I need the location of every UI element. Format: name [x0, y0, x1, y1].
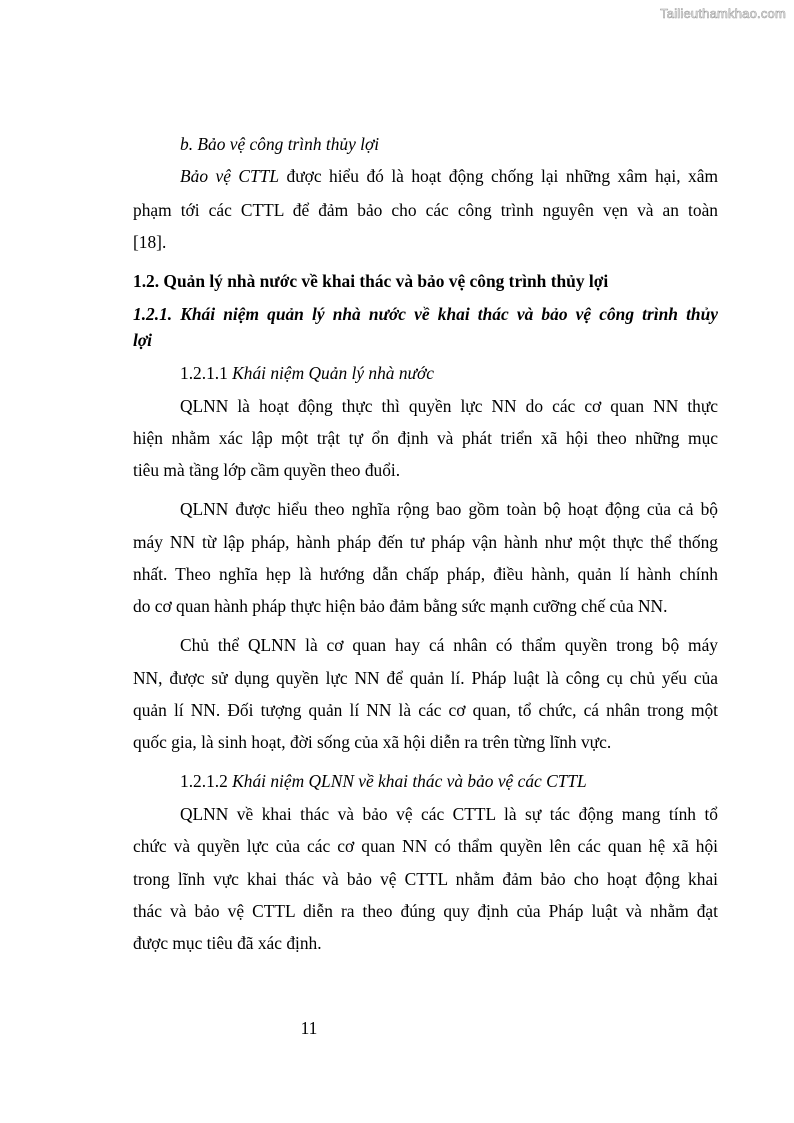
para4-line2: chức và quyền lực của các cơ quan NN có thẩm quyền lên các quan hệ xã hội: [133, 836, 718, 856]
section-1-2-1-heading-line2: lợi: [133, 330, 152, 350]
watermark: Tailieuthamkhao.com: [660, 6, 786, 21]
section-1-2-1-2-number: 1.2.1.2: [180, 771, 233, 791]
para1-line3: tiêu mà tầng lớp cầm quyền theo đuổi.: [133, 460, 401, 480]
para4-line4: thác và bảo vệ CTTL diễn ra theo đúng quy định của Pháp luật và nhằm đạt: [133, 901, 718, 921]
section-1-2-1-2-heading: [180, 770, 587, 792]
para2-line4: do cơ quan hành pháp thực hiện bảo đảm bằng sức mạnh cưỡng chế của NN.: [133, 596, 668, 616]
para4-line1: QLNN về khai thác và bảo vệ các CTTL là sự tác động mang tính tổ: [180, 804, 718, 824]
section-b-para-line2: phạm tới các CTTL để đảm bảo cho các công trình nguyên vẹn và an toàn: [133, 200, 718, 220]
section-1-2-1-1-heading: [180, 362, 434, 384]
section-1-2-heading: 1.2. Quản lý nhà nước về khai thác và bảo vệ công trình thủy lợi: [133, 271, 609, 291]
section-1-2-1-2-title: Khái niệm QLNN về khai thác và bảo vệ các CTTL: [232, 771, 587, 791]
para3-line1: Chủ thể QLNN là cơ quan hay cá nhân có thẩm quyền trong bộ máy: [180, 635, 718, 655]
para2-line1: QLNN được hiểu theo nghĩa rộng bao gồm toàn bộ hoạt động của cả bộ: [180, 499, 718, 519]
section-b-para-line1: [180, 165, 718, 187]
para1-line2: hiện nhằm xác lập một trật tự ổn định và phát triển xã hội theo những mục: [133, 428, 718, 448]
para4-line3: trong lĩnh vực khai thác và bảo vệ CTTL nhằm đảm bảo cho hoạt động khai: [133, 869, 718, 889]
term-bao-ve-cttl: Bảo vệ CTTL: [180, 166, 280, 186]
section-1-2-1-1-number: 1.2.1.1: [180, 363, 233, 383]
para2-line3: nhất. Theo nghĩa hẹp là hướng dẫn chấp pháp, điều hành, quản lí hành chính: [133, 564, 718, 584]
para4-line5: được mục tiêu đã xác định.: [133, 933, 322, 953]
para3-line3: quản lí NN. Đối tượng quản lí NN là các cơ quan, tổ chức, cá nhân trong một: [133, 700, 718, 720]
section-b-para-line1-rest: được hiểu đó là hoạt động chống lại những xâm hại, xâm: [279, 166, 718, 186]
para3-line4: quốc gia, là sinh hoạt, đời sống của xã hội diễn ra trên từng lĩnh vực.: [133, 732, 612, 752]
section-1-2-1-1-title: Khái niệm Quản lý nhà nước: [232, 363, 434, 383]
para1-line1: QLNN là hoạt động thực thì quyền lực NN do các cơ quan NN thực: [180, 396, 718, 416]
section-b-para-line3: [18].: [133, 232, 167, 252]
page-number: 11: [300, 1018, 318, 1038]
section-b-heading: b. Bảo vệ công trình thủy lợi: [180, 134, 380, 154]
para2-line2: máy NN từ lập pháp, hành pháp đến tư pháp vận hành như một thực thể thống: [133, 532, 718, 552]
section-1-2-1-heading-line1: 1.2.1. Khái niệm quản lý nhà nước về khai thác và bảo vệ công trình thủy: [133, 304, 718, 324]
para3-line2: NN, được sử dụng quyền lực NN để quản lí. Pháp luật là công cụ chủ yếu của: [133, 668, 718, 688]
